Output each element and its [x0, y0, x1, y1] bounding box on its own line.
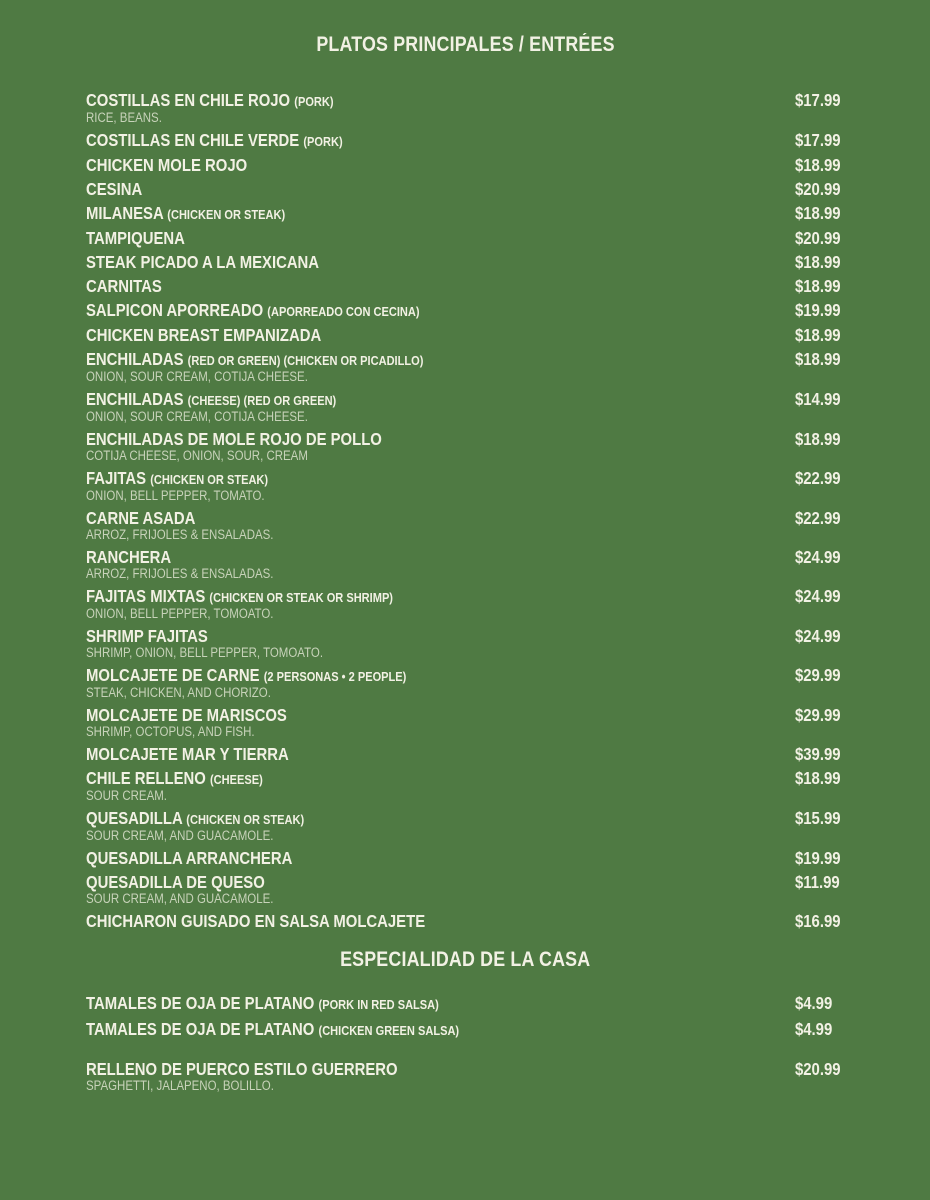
item-name-text: [86, 707, 287, 724]
item-price: [795, 205, 849, 222]
menu-item: [86, 391, 930, 424]
item-price-text: $16.99: [795, 911, 841, 931]
item-note: (CHICKEN GREEN SALSA): [318, 1023, 460, 1038]
menu-item: [86, 510, 930, 542]
item-price-text: $29.99: [795, 705, 841, 725]
item-price-text: $18.99: [795, 429, 841, 449]
item-desc-text: SHRIMP, ONION, BELL PEPPER, TOMOATO.: [86, 645, 324, 660]
menu-item: [86, 327, 930, 344]
item-name-text: [86, 391, 336, 409]
item-price-text: $18.99: [795, 768, 841, 788]
item-price: [795, 810, 849, 827]
item-price: [795, 1021, 839, 1038]
item-price: [795, 302, 849, 319]
item-price: [795, 628, 849, 645]
item-price-text: $18.99: [795, 252, 841, 272]
item-name: ENCHILADAS: [86, 389, 184, 409]
menu-item: [86, 230, 930, 247]
item-name: TAMPIQUENA: [86, 228, 185, 248]
item-name-text: [86, 327, 321, 344]
item-name: ENCHILADAS: [86, 349, 184, 369]
item-price: [795, 470, 849, 487]
item-name: ENCHILADAS DE MOLE ROJO DE POLLO: [86, 429, 382, 449]
menu-item: [86, 157, 930, 174]
item-name-text: [86, 302, 420, 320]
menu-item: [86, 850, 930, 867]
item-price: [795, 746, 849, 763]
item-desc-text: ONION, SOUR CREAM, COTIJA CHEESE.: [86, 369, 308, 384]
item-name: STEAK PICADO A LA MEXICANA: [86, 252, 320, 272]
item-desc-text: RICE, BEANS.: [86, 110, 162, 125]
item-desc: [86, 606, 930, 621]
item-price: [795, 850, 849, 867]
item-name: CARNE ASADA: [86, 508, 196, 528]
item-name: CHICHARON GUISADO EN SALSA MOLCAJETE: [86, 911, 426, 931]
item-name: SALPICON APORREADO: [86, 300, 264, 320]
item-desc-text: SOUR CREAM.: [86, 788, 167, 803]
item-desc-text: STEAK, CHICKEN, AND CHORIZO.: [86, 685, 271, 700]
item-desc-text: COTIJA CHEESE, ONION, SOUR, CREAM: [86, 448, 308, 463]
item-price-text: $4.99: [795, 1019, 833, 1039]
item-price: [795, 913, 849, 930]
item-name-text: [86, 770, 263, 788]
item-price-text: $17.99: [795, 130, 841, 150]
item-name: RANCHERA: [86, 547, 172, 567]
item-name-text: [86, 810, 304, 828]
item-desc: [86, 788, 930, 803]
item-name: CARNITAS: [86, 276, 162, 296]
menu-item: [86, 995, 930, 1013]
item-name: CHILE RELLENO: [86, 768, 206, 788]
menu-item: [86, 707, 930, 739]
item-desc: [86, 685, 930, 700]
item-note: (CHICKEN OR STEAK): [186, 812, 305, 827]
item-name-text: [86, 746, 289, 763]
item-price-text: $18.99: [795, 276, 841, 296]
item-name-text: [86, 628, 208, 645]
item-note: (CHICKEN OR STEAK): [167, 207, 286, 222]
item-price-text: $29.99: [795, 665, 841, 685]
item-desc-text: ARROZ, FRIJOLES & ENSALADAS.: [86, 566, 274, 581]
item-price: [795, 254, 849, 271]
item-name: FAJITAS: [86, 468, 147, 488]
item-price: [795, 181, 849, 198]
item-note: (PORK): [294, 94, 334, 109]
item-name-text: [86, 92, 334, 110]
item-name-text: [86, 181, 142, 198]
item-price: [795, 391, 849, 408]
item-list-platos: [0, 92, 930, 930]
item-desc: [86, 409, 930, 424]
item-price: [795, 707, 849, 724]
menu-item: [86, 132, 930, 150]
item-name-text: [86, 205, 285, 223]
item-name-text: [86, 874, 265, 891]
item-desc: [86, 369, 930, 384]
item-price-text: $15.99: [795, 808, 841, 828]
item-name-text: [86, 157, 247, 174]
item-price: [795, 278, 849, 295]
menu-item: [86, 254, 930, 271]
item-desc: [86, 724, 930, 739]
item-price: [795, 132, 849, 149]
item-price-text: $19.99: [795, 300, 841, 320]
item-price: [795, 995, 839, 1012]
item-name-text: [86, 1021, 459, 1039]
section-title-platos: [0, 0, 930, 56]
item-note: (CHEESE): [209, 772, 263, 787]
item-name-text: [86, 913, 425, 930]
item-price: [795, 510, 849, 527]
menu-item: [86, 92, 930, 125]
menu-item: [86, 770, 930, 803]
section-title-especialidad: [0, 949, 930, 971]
item-name: SHRIMP FAJITAS: [86, 626, 208, 646]
item-name-text: [86, 254, 319, 271]
item-price-text: $18.99: [795, 325, 841, 345]
item-name: COSTILLAS EN CHILE ROJO: [86, 90, 291, 110]
item-name: QUESADILLA DE QUESO: [86, 872, 265, 892]
item-price: [795, 351, 849, 368]
item-desc: [86, 645, 930, 660]
item-name-text: [86, 470, 268, 488]
item-note: (2 PERSONAS • 2 PEOPLE): [263, 669, 407, 684]
menu-item: [86, 431, 930, 463]
menu-item: [86, 588, 930, 621]
item-desc: [86, 488, 930, 503]
item-price-text: $20.99: [795, 1059, 841, 1079]
item-name: MOLCAJETE DE CARNE: [86, 665, 260, 685]
item-price: [795, 770, 849, 787]
item-price-text: $17.99: [795, 90, 841, 110]
item-desc-text: SPAGHETTI, JALAPENO, BOLILLO.: [86, 1078, 274, 1093]
menu-item: [86, 549, 930, 581]
item-desc: [86, 828, 930, 843]
menu-item: [86, 205, 930, 223]
menu-item: [86, 302, 930, 320]
menu-item: [86, 1021, 930, 1039]
item-price: [795, 667, 849, 684]
menu-item: [86, 810, 930, 843]
item-price-text: $14.99: [795, 389, 841, 409]
item-name: CESINA: [86, 179, 143, 199]
item-price-text: $20.99: [795, 179, 841, 199]
menu-item: [86, 351, 930, 384]
item-name-text: [86, 1061, 398, 1078]
section-title-especialidad-text: ESPECIALIDAD DE LA CASA: [339, 948, 591, 971]
menu-item: [86, 667, 930, 700]
item-desc: [86, 891, 930, 906]
item-desc: [86, 448, 930, 463]
item-note: (APORREADO CON CECINA): [267, 304, 420, 319]
item-price: [795, 431, 849, 448]
menu-item: [86, 1061, 930, 1093]
item-name-text: [86, 431, 382, 448]
item-price-text: $19.99: [795, 848, 841, 868]
item-price: [795, 157, 849, 174]
item-name-text: [86, 549, 171, 566]
item-price-text: $18.99: [795, 349, 841, 369]
item-name: QUESADILLA ARRANCHERA: [86, 848, 293, 868]
item-desc-text: ONION, BELL PEPPER, TOMATO.: [86, 488, 265, 503]
item-price: [795, 874, 848, 891]
item-name: MILANESA: [86, 203, 164, 223]
item-name: MOLCAJETE MAR Y TIERRA: [86, 744, 289, 764]
item-desc-text: SOUR CREAM, AND GUACAMOLE.: [86, 828, 274, 843]
item-name: CHICKEN MOLE ROJO: [86, 155, 248, 175]
menu-item: [86, 278, 930, 295]
item-desc: [86, 527, 930, 542]
item-desc-text: ONION, BELL PEPPER, TOMOATO.: [86, 606, 274, 621]
item-name: RELLENO DE PUERCO ESTILO GUERRERO: [86, 1059, 398, 1079]
item-price-text: $24.99: [795, 547, 841, 567]
item-note: (CHEESE) (RED OR GREEN): [187, 393, 337, 408]
item-desc: [86, 110, 930, 125]
item-price-text: $39.99: [795, 744, 841, 764]
item-desc-text: ONION, SOUR CREAM, COTIJA CHEESE.: [86, 409, 308, 424]
item-price-text: $22.99: [795, 468, 841, 488]
item-name: CHICKEN BREAST EMPANIZADA: [86, 325, 322, 345]
item-price-text: $18.99: [795, 203, 841, 223]
item-name: MOLCAJETE DE MARISCOS: [86, 705, 287, 725]
menu-item: [86, 470, 930, 503]
item-name-text: [86, 132, 343, 150]
item-name: COSTILLAS EN CHILE VERDE: [86, 130, 300, 150]
item-name: TAMALES DE OJA DE PLATANO: [86, 1019, 315, 1039]
section-title-platos-text: PLATOS PRINCIPALES / ENTRÉES: [315, 33, 615, 56]
item-list-especialidad: [0, 995, 930, 1093]
item-price: [795, 230, 849, 247]
item-name-text: [86, 351, 423, 369]
item-price-text: $22.99: [795, 508, 841, 528]
item-price-text: $24.99: [795, 626, 841, 646]
item-price: [795, 327, 849, 344]
item-price: [795, 1061, 849, 1078]
menu-item: [86, 874, 930, 906]
item-note: (CHICKEN OR STEAK OR SHRIMP): [209, 590, 393, 605]
item-price-text: $20.99: [795, 228, 841, 248]
item-price-text: $4.99: [795, 993, 833, 1013]
item-desc-text: SHRIMP, OCTOPUS, AND FISH.: [86, 724, 255, 739]
section-especialidad: [0, 949, 930, 1093]
item-note: (RED OR GREEN) (CHICKEN OR PICADILLO): [187, 353, 424, 368]
item-note: (CHICKEN OR STEAK): [150, 472, 269, 487]
item-price-text: $24.99: [795, 586, 841, 606]
item-note: (PORK): [303, 134, 343, 149]
item-desc: [86, 566, 930, 581]
item-name-text: [86, 850, 292, 867]
item-name-text: [86, 510, 195, 527]
menu-item: [86, 181, 930, 198]
item-name-text: [86, 230, 185, 247]
item-price-text: $11.99: [795, 872, 840, 892]
item-price: [795, 588, 849, 605]
item-name: TAMALES DE OJA DE PLATANO: [86, 993, 315, 1013]
item-name: FAJITAS MIXTAS: [86, 586, 206, 606]
item-name: QUESADILLA: [86, 808, 183, 828]
menu-item: [86, 913, 930, 930]
item-name-text: [86, 995, 439, 1013]
item-name-text: [86, 667, 406, 685]
item-price: [795, 549, 849, 566]
item-price-text: $18.99: [795, 155, 841, 175]
menu-item: [86, 628, 930, 660]
item-desc-text: SOUR CREAM, AND GUACAMOLE.: [86, 891, 274, 906]
item-name-text: [86, 278, 162, 295]
item-desc: [86, 1078, 930, 1093]
item-price: [795, 92, 849, 109]
menu-item: [86, 746, 930, 763]
item-name-text: [86, 588, 393, 606]
item-note: (PORK IN RED SALSA): [318, 997, 439, 1012]
item-desc-text: ARROZ, FRIJOLES & ENSALADAS.: [86, 527, 274, 542]
